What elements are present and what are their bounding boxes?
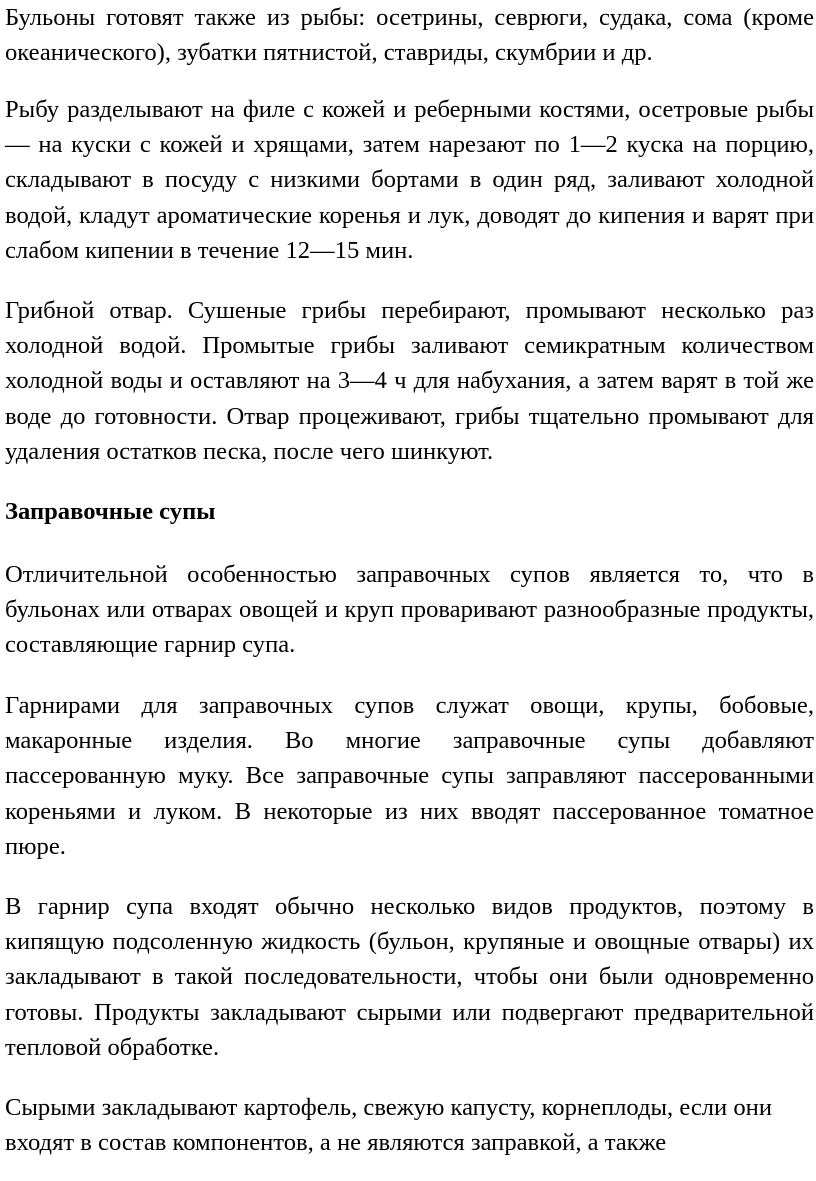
paragraph-mushroom-broth: Грибной отвар. Сушеные грибы перебирают, промывают несколько раз холодной водой. Промытые грибы заливают семикратным количеством холодной воды и оставляют на 3—4 ч для набухания, а затем варят в той же воде до готовности. Отвар процеживают, грибы тщательно промывают для удаления остатков песка, после чего шинкуют. (5, 297, 814, 465)
paragraph-garnish-order: В гарнир супа входят обычно несколько видов продуктов, поэтому в кипящую подсоленную жидкость (бульон, крупяные и овощные отвары) их закладывают в такой последовательности, чтобы они были одновременно готовы. Продукты закладывают сырыми или подвергают предварительной тепловой обработке. (5, 893, 814, 1061)
section-heading: Заправочные супы (5, 498, 216, 525)
paragraph-soup-feature: Отличительной особенностью заправочных супов является то, что в бульонах или отварах овощей и круп проваривают разнообразные продукты, составляющие гарнир супа. (5, 561, 814, 659)
paragraph-raw-ingredients: Сырыми закладывают картофель, свежую капусту, корнеплоды, если они входят в состав компонентов, а не являются заправкой, а также (5, 1094, 772, 1157)
paragraph-fish-broth: Бульоны готовят также из рыбы: осетрины, севрюги, судака, сома (кроме океанического), зубатки пятнистой, ставриды, скумбрии и др. (5, 4, 814, 67)
paragraph-fish-preparation: Рыбу разделывают на филе с кожей и реберными костями, осетровые рыбы — на куски с кожей и хрящами, затем нарезают по 1—2 куска на порцию, складывают в посуду с низкими бортами в один ряд, заливают холодной водой, кладут ароматические коренья и лук, доводят до кипения и варят при слабом кипении в течение 12—15 мин. (5, 96, 814, 264)
paragraph-garnish: Гарнирами для заправочных супов служат овощи, крупы, бобовые, макаронные изделия. Во многие заправочные супы добавляют пассерованную муку. Все заправочные супы заправляют пассерованными кореньями и луком. В некоторые из них вводят пассерованное томатное пюре. (5, 692, 814, 860)
